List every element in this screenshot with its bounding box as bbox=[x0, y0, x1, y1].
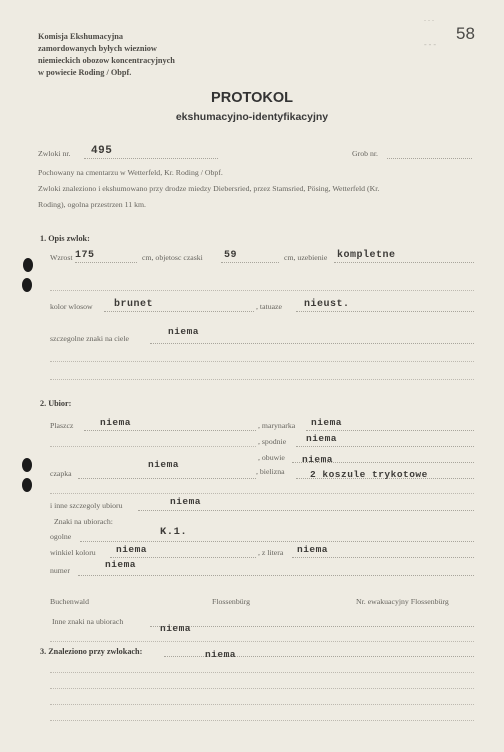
czaska-label: cm, objetosc czaski bbox=[142, 253, 203, 262]
litera-value: niema bbox=[297, 544, 329, 555]
section-3-value: niema bbox=[205, 649, 237, 660]
spodnie-label: , spodnie bbox=[258, 437, 287, 446]
litera-label: , z litera bbox=[258, 548, 284, 557]
winkiel-line bbox=[110, 557, 256, 558]
czapka-label: czapka bbox=[50, 469, 72, 478]
section-3-blank-line-4 bbox=[50, 720, 474, 721]
zwloki-label: Zwloki nr. bbox=[38, 149, 71, 158]
found-text-line-2: Roding), ogolna przestrzen 11 km. bbox=[38, 200, 146, 209]
kolor-value: brunet bbox=[114, 299, 154, 310]
plaszcz-label: Plaszcz bbox=[50, 421, 74, 430]
plaszcz-line bbox=[84, 430, 256, 431]
buchenwald-label: Buchenwald bbox=[50, 597, 89, 606]
czapka-value: niema bbox=[148, 459, 180, 470]
znaki-label: szczegolne znaki na ciele bbox=[50, 334, 130, 343]
tatuaze-line bbox=[296, 311, 474, 312]
litera-line bbox=[292, 557, 474, 558]
inne-znaki-value: niema bbox=[160, 623, 192, 634]
pochowany-text: Pochowany na cmentarzu w Wetterfeld, Kr. Roding / Obpf. bbox=[38, 168, 223, 177]
section-3-blank-line-2 bbox=[50, 688, 474, 689]
found-text-line-1: Zwloki znaleziono i ekshumowano przy drodze miedzy Diebersried, przez Stamsried, Pösing, Wetterfeld (Kr. bbox=[38, 184, 380, 193]
numer-label: numer bbox=[50, 566, 70, 575]
commission-line-1: Komisja Ekshumacyjna bbox=[38, 32, 124, 41]
ogolne-line bbox=[80, 541, 474, 542]
commission-line-3: niemieckich obozow koncentracyjnych bbox=[38, 56, 175, 65]
winkiel-value: niema bbox=[116, 544, 148, 555]
kolor-label: kolor wlosow bbox=[50, 302, 93, 311]
inne-line bbox=[138, 510, 474, 511]
section-1-blank-line-1 bbox=[50, 290, 474, 291]
winkiel-label: winkiel koloru bbox=[50, 548, 96, 557]
document-subtitle: ekshumacyjno-identyfikacyjny bbox=[175, 111, 329, 123]
spodnie-line bbox=[296, 446, 474, 447]
spodnie-value: niema bbox=[306, 433, 338, 444]
document-title: PROTOKOL bbox=[211, 90, 293, 106]
bielizna-label: , bielizna bbox=[256, 467, 285, 476]
grob-label: Grob nr. bbox=[352, 149, 378, 158]
tatuaze-value: nieust. bbox=[304, 299, 350, 310]
page-number: 58 bbox=[456, 24, 475, 43]
commission-line-2: zamordowanych byłych wiezniow bbox=[38, 44, 157, 53]
uzebienie-value: kompletne bbox=[337, 250, 396, 261]
commission-line-4: w powiecie Roding / Obpf. bbox=[38, 68, 132, 77]
uzebienie-line bbox=[334, 262, 474, 263]
numer-line bbox=[78, 575, 474, 576]
zwloki-line bbox=[84, 158, 218, 159]
czaska-line bbox=[221, 262, 279, 263]
obuwie-label: , obuwie bbox=[258, 453, 285, 462]
section-1-heading: 1. Opis zwlok: bbox=[40, 234, 90, 243]
marynarka-label: , marynarka bbox=[258, 421, 296, 430]
znaki-line bbox=[150, 343, 474, 344]
wzrost-label: Wzrost bbox=[50, 253, 73, 262]
section-2-heading: 2. Ubior: bbox=[40, 399, 72, 408]
flossenburg-label: Flossenbürg bbox=[212, 597, 250, 606]
inne-label: i inne szczegoly ubioru bbox=[50, 501, 123, 510]
znaki-value: niema bbox=[168, 326, 200, 337]
marynarka-value: niema bbox=[311, 417, 343, 428]
wzrost-line bbox=[75, 262, 137, 263]
zwloki-value: 495 bbox=[91, 145, 113, 157]
section-3-blank-line-3 bbox=[50, 704, 474, 705]
inne-value: niema bbox=[170, 496, 202, 507]
inne-znaki-line bbox=[150, 626, 474, 627]
ogolne-label: ogolne bbox=[50, 532, 72, 541]
bielizna-value: 2 koszule trykotowe bbox=[310, 469, 428, 480]
numer-value: niema bbox=[105, 559, 137, 570]
plaszcz-value: niema bbox=[100, 417, 132, 428]
section-2-blank-line-1 bbox=[50, 493, 474, 494]
uzebienie-label: cm, uzebienie bbox=[284, 253, 328, 262]
section-3-blank-line-1 bbox=[50, 672, 474, 673]
tatuaze-label: , tatuaze bbox=[256, 302, 282, 311]
marynarka-line bbox=[306, 430, 474, 431]
corner-dashes: - - - bbox=[424, 40, 436, 49]
znaki-ubior-label: Znaki na ubiorach: bbox=[54, 517, 113, 526]
punch-hole-1 bbox=[23, 258, 33, 272]
punch-hole-2 bbox=[22, 278, 32, 292]
grob-line bbox=[387, 158, 472, 159]
section-2-blank-line-2 bbox=[50, 641, 474, 642]
inne-znaki-label: Inne znaki na ubiorach bbox=[52, 617, 124, 626]
corner-dots-top: . . . bbox=[424, 14, 434, 23]
ogolne-value: K.1. bbox=[160, 526, 188, 538]
wzrost-value: 175 bbox=[75, 250, 95, 261]
section-1-blank-line-3 bbox=[50, 379, 474, 380]
section-3-heading: 3. Znaleziono przy zwlokach: bbox=[40, 647, 143, 656]
punch-hole-3 bbox=[22, 458, 32, 472]
czaska-value: 59 bbox=[224, 250, 238, 261]
section-1-blank-line-2 bbox=[50, 361, 474, 362]
czapka-line bbox=[78, 478, 256, 479]
kolor-line bbox=[104, 311, 254, 312]
nr-ewakuacyjny-label: Nr. ewakuacyjny Flossenbürg bbox=[356, 597, 449, 606]
spodnie-left-line bbox=[50, 446, 256, 447]
obuwie-value: niema bbox=[302, 454, 334, 465]
commission-header bbox=[38, 31, 175, 79]
punch-hole-4 bbox=[22, 478, 32, 492]
